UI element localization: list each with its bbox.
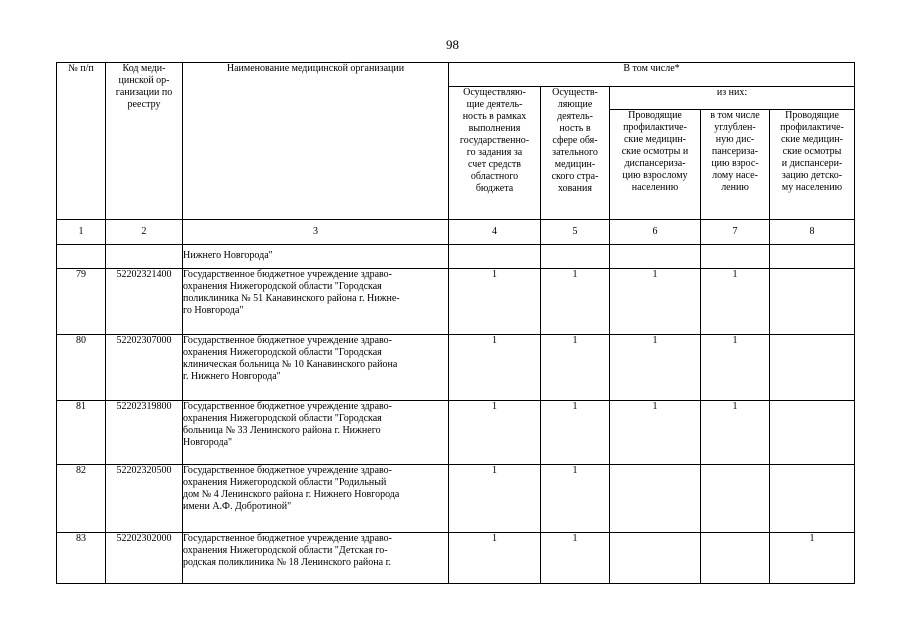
in-depth-screening-value: 1 <box>701 269 770 335</box>
child-screening-value <box>770 401 855 465</box>
organization-name: Государственное бюджетное учреждение здраво- охранения Нижегородской области "Городская клиническая больница № 10 Канавинского района г. Нижнего Новгорода" <box>183 335 449 401</box>
child-screening-value <box>770 335 855 401</box>
header-registry-code: Код меди- цинской ор- ганизации по реестру <box>106 63 183 220</box>
header-in-depth-screening: в том числе углублен- ную дис- пансериза- цию взрос- лому насе- лению <box>701 110 770 220</box>
table-row <box>57 465 855 533</box>
organization-name: Государственное бюджетное учреждение здраво- охранения Нижегородской области "Детская го- родская поликлиника № 18 Ленинского района г. <box>183 533 449 584</box>
header-number: № п/п <box>57 63 106 220</box>
header-organization-name: Наименование медицинской организации <box>183 63 449 220</box>
header-mandatory-insurance: Осуществ- ляющие деятель- ность в сфере обя- зательного медицин- ского стра- хования <box>541 87 610 220</box>
mandatory-insurance-value: 1 <box>541 401 610 465</box>
child-screening-value <box>770 269 855 335</box>
table-body <box>57 269 855 584</box>
column-numbers-row <box>57 220 855 245</box>
table-row <box>57 401 855 465</box>
organizations-table <box>56 62 855 584</box>
organization-name: Государственное бюджетное учреждение здраво- охранения Нижегородской области "Городская больница № 33 Ленинского района г. Нижнего Новгорода" <box>183 401 449 465</box>
header-adult-screening: Проводящие профилактиче- ские медицин- ские осмотры и диспансериза- цию взрослому населению <box>610 110 701 220</box>
registry-code: 52202320500 <box>106 465 183 533</box>
adult-screening-value: 1 <box>610 401 701 465</box>
state-assignment-value: 1 <box>449 401 541 465</box>
header-row-1 <box>57 63 855 87</box>
adult-screening-value <box>610 465 701 533</box>
in-depth-screening-value <box>701 533 770 584</box>
mandatory-insurance-value: 1 <box>541 269 610 335</box>
col-number: 2 <box>106 220 183 245</box>
col-number: 3 <box>183 220 449 245</box>
table-row <box>57 335 855 401</box>
row-number: 82 <box>57 465 106 533</box>
col-number: 6 <box>610 220 701 245</box>
table-row <box>57 533 855 584</box>
registry-code: 52202319800 <box>106 401 183 465</box>
row-number: 83 <box>57 533 106 584</box>
adult-screening-value: 1 <box>610 335 701 401</box>
child-screening-value: 1 <box>770 533 855 584</box>
header-state-assignment: Осуществляю- щие деятель- ность в рамках выполнения государственно- го задания за счет средств областного бюджета <box>449 87 541 220</box>
col-number: 8 <box>770 220 855 245</box>
organization-name: Государственное бюджетное учреждение здраво- охранения Нижегородской области "Городская поликлиника № 51 Канавинского района г. Нижне- го Новгорода" <box>183 269 449 335</box>
registry-code: 52202302000 <box>106 533 183 584</box>
col-number: 4 <box>449 220 541 245</box>
mandatory-insurance-value: 1 <box>541 335 610 401</box>
header-of-them: из них: <box>610 87 855 110</box>
state-assignment-value: 1 <box>449 533 541 584</box>
col-number: 7 <box>701 220 770 245</box>
adult-screening-value: 1 <box>610 269 701 335</box>
organization-name: Государственное бюджетное учреждение здраво- охранения Нижегородской области "Родильный дом № 4 Ленинского района г. Нижнего Новгорода имени А.Ф. Добротиной" <box>183 465 449 533</box>
continuation-row <box>57 245 855 269</box>
in-depth-screening-value: 1 <box>701 335 770 401</box>
row-number: 79 <box>57 269 106 335</box>
registry-code: 52202307000 <box>106 335 183 401</box>
header-child-screening: Проводящие профилактиче- ские медицин- ские осмотры и диспансери- зацию детско- му населению <box>770 110 855 220</box>
page-number: 98 <box>446 37 459 52</box>
registry-code: 52202321400 <box>106 269 183 335</box>
state-assignment-value: 1 <box>449 335 541 401</box>
continuation-text: Нижнего Новгорода" <box>183 245 449 269</box>
mandatory-insurance-value: 1 <box>541 465 610 533</box>
row-number: 81 <box>57 401 106 465</box>
mandatory-insurance-value: 1 <box>541 533 610 584</box>
state-assignment-value: 1 <box>449 269 541 335</box>
table-row <box>57 269 855 335</box>
in-depth-screening-value <box>701 465 770 533</box>
col-number: 5 <box>541 220 610 245</box>
adult-screening-value <box>610 533 701 584</box>
header-including: В том числе* <box>449 63 855 87</box>
child-screening-value <box>770 465 855 533</box>
in-depth-screening-value: 1 <box>701 401 770 465</box>
col-number: 1 <box>57 220 106 245</box>
state-assignment-value: 1 <box>449 465 541 533</box>
row-number: 80 <box>57 335 106 401</box>
